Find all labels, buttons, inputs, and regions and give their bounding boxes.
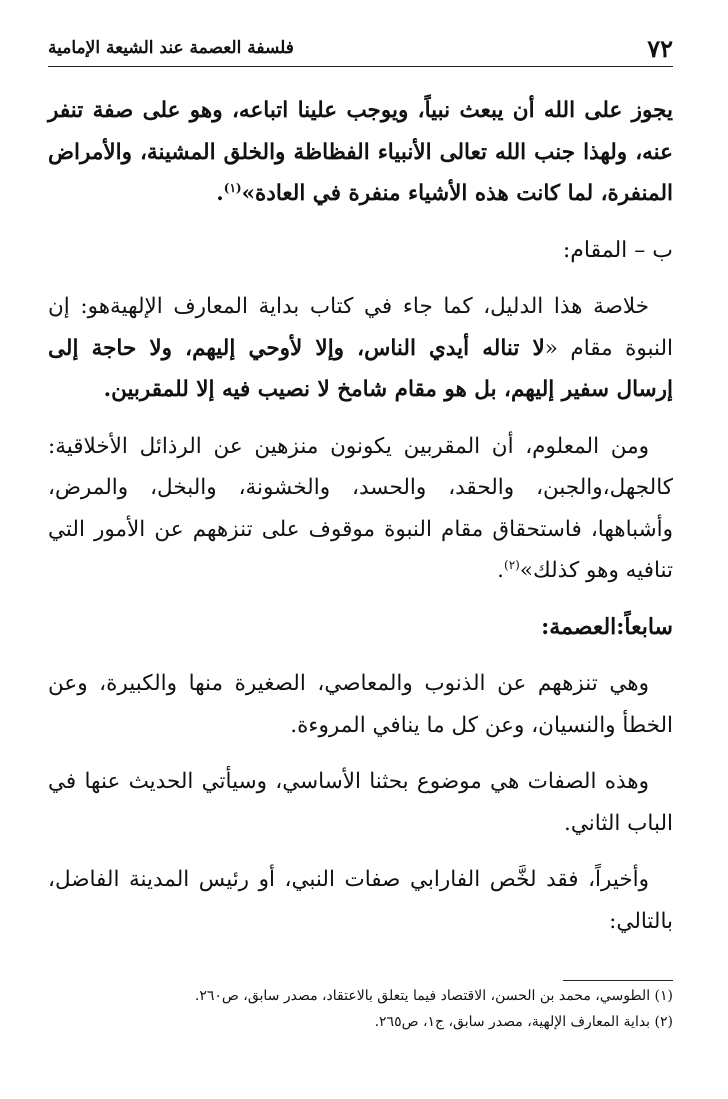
paragraph-text: يجوز على الله أن يبعث نبياً، ويوجب علينا اتباعه، وهو على صفة تنفر عنه، ولهذا جنب الله تعالى الأنبياء الفظاظة والخلق المشينة، والأمراض المنفرة، لما كانت هذه الأشياء منفرة في العادة»: [48, 98, 673, 206]
paragraph-definition: وهي تنزههم عن الذنوب والمعاصي، الصغيرة منها والكبيرة، وعن الخطأ والنسيان، وعن كل ما ينافي المروءة.: [48, 671, 673, 738]
paragraph-text: ومن المعلوم، أن المقربين يكونون منزهين عن الرذائل الأخلاقية: كالجهل،والجبن، والحقد، والحسد، والخشونة، والبخل، والمرض، وأشباهها، فاستحقاق مقام النبوة موقوف على تنزههم عن الأمور التي تنافيه وهو كذلك»: [48, 433, 673, 583]
paragraph-quote-end: [48, 90, 673, 215]
paragraph-end: .: [103, 377, 112, 402]
footnotes: [48, 983, 673, 1035]
footnote-ref: (١): [223, 180, 242, 195]
page-number: ٧٢: [647, 33, 673, 63]
section-heading-ismah: سابعاً:العصمة:: [541, 613, 673, 640]
section-heading-maqam: ب – المقام:: [562, 237, 673, 263]
footnote-divider: [563, 980, 673, 981]
footnote-ref: (٢): [504, 557, 520, 572]
paragraph-end: .: [216, 181, 224, 206]
running-title: فلسفة العصمة عند الشيعة الإمامية: [48, 38, 294, 58]
paragraph-virtues: [48, 426, 673, 592]
paragraph-farabi: وأخيراً، فقد لخَّص الفارابي صفات النبي، أو رئيس المدينة الفاضل، بالتالي:: [48, 867, 673, 934]
paragraph-end: .: [497, 558, 505, 583]
page-header: [48, 30, 673, 67]
footnote-2: (٢) بداية المعارف الإلهية، مصدر سابق، ج١، ص٢٦٥.: [374, 1014, 673, 1030]
paragraph-bold-quote: لا تناله أيدي الناس، وإلا لأوحي إليهم، ولا حاجة إلى إرسال سفير إليهم، بل هو مقام شامخ لا نصيب فيه إلا للمقربين: [48, 335, 673, 402]
paragraph-topic: وهذه الصفات هي موضوع بحثنا الأساسي، وسيأتي الحديث عنها في الباب الثاني.: [48, 769, 673, 836]
page-body: [48, 90, 673, 957]
paragraph-intro: خلاصة هذا الدليل، كما جاء في كتاب بداية المعارف الإلهيةهو: إن النبوة مقام «: [48, 294, 674, 361]
paragraph-summary: [48, 286, 673, 411]
footnote-1: (١) الطوسي، محمد بن الحسن، الاقتصاد فيما يتعلق بالاعتقاد، مصدر سابق، ص٢٦٠.: [194, 988, 673, 1004]
